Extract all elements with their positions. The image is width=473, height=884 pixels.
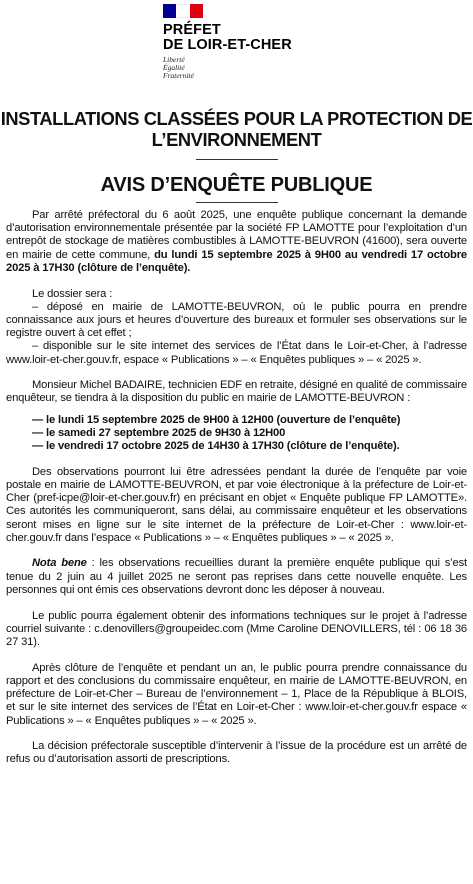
permanence-item: — le vendredi 17 octobre 2025 de 14H30 à 17H30 (clôture de l’enquête). bbox=[32, 440, 400, 453]
permanences-list bbox=[6, 414, 467, 454]
paragraph-commissaire: Monsieur Michel BADAIRE, technicien EDF en retraite, désigné en qualité de commissaire enquêteur, se tiendra à la disposition du public en mairie de LAMOTTE-BEUVRON : bbox=[6, 379, 467, 405]
dossier-intro: Le dossier sera : bbox=[32, 287, 113, 300]
motto-fraternite: Fraternité bbox=[163, 71, 194, 80]
motto-egalite: Égalité bbox=[163, 63, 185, 72]
notice-subtitle: AVIS D’ENQUÊTE PUBLIQUE bbox=[100, 174, 373, 196]
french-flag-icon bbox=[163, 4, 203, 18]
title-line-1: INSTALLATIONS CLASSÉES POUR LA PROTECTION DE bbox=[0, 108, 473, 129]
paragraph-observations: Des observations pourront lui être adressées pendant la durée de l’enquête par voie postale en mairie de LAMOTTE-BEUVRON, et par voie électronique à la préfecture de Loir-et-Cher (pref-icpe@loir-et-cher.gouv.fr) en précisant en objet « Enquête publique FP LAMOTTE». Ces autorités les communiqueront, sans délai, au commissaire enquêteur et les observations seront mises en ligne sur le site internet de la préfecture de Loir-et-Cher : www.loir-et-cher.gouv.fr dans l’espace « Publications » – « Enquêtes publiques » – « 2025 ». bbox=[6, 465, 467, 544]
prefet-line-2: DE LOIR-ET-CHER bbox=[163, 37, 292, 53]
motto-liberte: Liberté bbox=[163, 55, 185, 64]
arrete-text: Par arrêté préfectoral du 6 août 2025, une enquête publique concernant la demande d’autorisation environnementale présentée par la société FP LAMOTTE pour l’exploitation d’un entrepôt de stockage de matières combustibles à LAMOTTE-BEUVRON (41600), sera ouverte en mairie de cette commune, bbox=[6, 209, 467, 261]
paragraph-rapport: Après clôture de l’enquête et pendant un an, le public pourra prendre connaissance du rapport et des conclusions du commissaire enquêteur, en mairie de LAMOTTE-BEUVRON, en préfecture de Loir-et-Cher – Bureau de l’environnement – 1, Place de la République à BLOIS, et sur le site internet des services de l’État en Loir-et-Cher : www.loir-et-cher.gouv.fr espace « Publications » – « Enquêtes publiques » – « 2025 ». bbox=[6, 661, 467, 727]
title-line-2: L’ENVIRONNEMENT bbox=[151, 129, 322, 150]
paragraph-nota-bene bbox=[6, 557, 467, 597]
dossier-item-mairie: – déposé en mairie de LAMOTTE-BEUVRON, où le public pourra en prendre connaissance aux jours et heures d’ouverture des bureaux et formuler ses observations sur le registre ouvert à cet effet ; bbox=[6, 300, 467, 340]
republic-motto bbox=[163, 56, 292, 80]
nota-bene-text: : les observations recueillies durant la première enquête publique qui s’est tenue du 2 juin au 4 juillet 2025 ne seront pas reprises dans cette nouvelle enquête. Les personnes qui ont émis ces observations devront donc les déposer à nouveau. bbox=[6, 557, 467, 596]
subtitle-divider bbox=[196, 202, 278, 203]
dossier-item-website: – disponible sur le site internet des services de l’État dans le Loir-et-Cher, à l’adresse www.loir-et-cher.gouv.fr, espace « Publications » – « Enquêtes publiques » – « 2025 ». bbox=[6, 340, 467, 366]
title-divider bbox=[196, 159, 278, 160]
prefet-line-1: PRÉFET bbox=[163, 22, 221, 38]
paragraph-decision: La décision préfectorale susceptible d’intervenir à l’issue de la procédure est un arrêté de refus ou d’autorisation assorti de prescriptions. bbox=[6, 740, 467, 766]
permanence-item: — le lundi 15 septembre 2025 de 9H00 à 12H00 (ouverture de l’enquête) bbox=[32, 413, 401, 426]
prefecture-logo bbox=[163, 4, 292, 80]
permanence-item: — le samedi 27 septembre 2025 de 9H30 à 12H00 bbox=[32, 426, 286, 439]
enquete-dates: du lundi 15 septembre 2025 à 9H00 au vendredi 17 octobre 2025 à 17H30 (clôture de l’enquête). bbox=[6, 248, 467, 274]
paragraph-arrete bbox=[6, 209, 467, 275]
nota-bene-label: Nota bene bbox=[32, 557, 87, 570]
notice-body bbox=[6, 209, 467, 779]
paragraph-dossier bbox=[6, 288, 467, 367]
paragraph-contact: Le public pourra également obtenir des informations techniques sur le projet à l’adresse courriel suivante : c.denovillers@groupeidec.com (Mme Caroline DENOVILLERS, tél : 06 18 36 27 31). bbox=[6, 609, 467, 648]
